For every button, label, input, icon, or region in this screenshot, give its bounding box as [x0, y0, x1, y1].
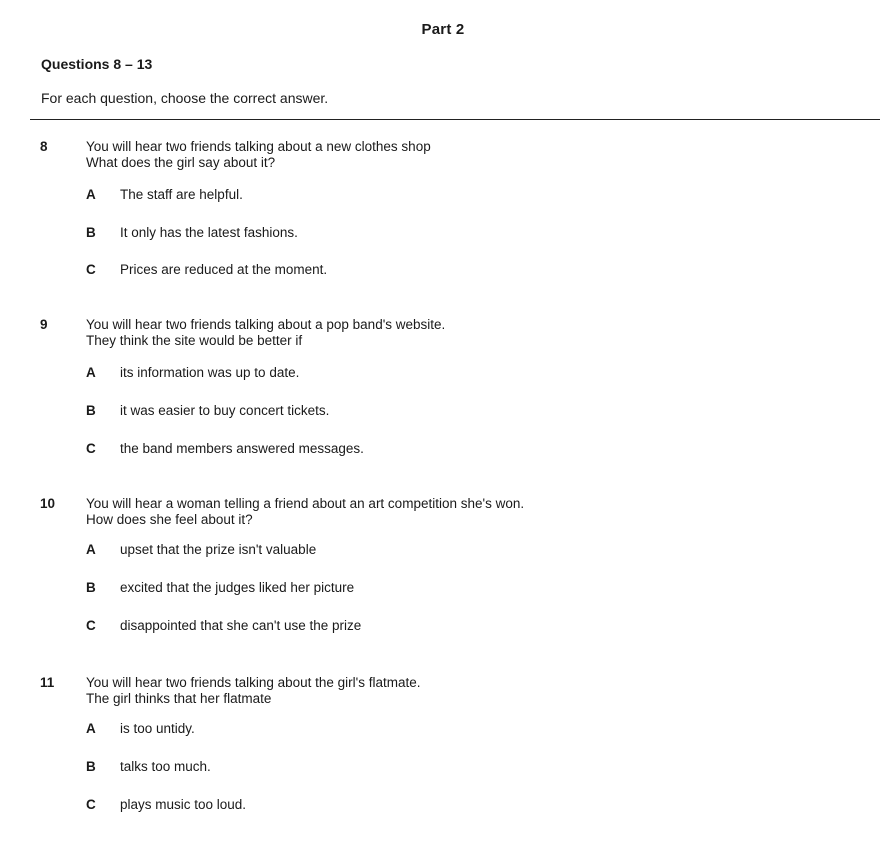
option-letter: B [86, 225, 96, 240]
questions-range-heading: Questions 8 – 13 [41, 56, 153, 72]
option-a[interactable] [86, 187, 243, 202]
option-letter: B [86, 759, 96, 774]
option-letter: A [86, 721, 96, 736]
option-text: Prices are reduced at the moment. [120, 262, 328, 277]
divider-line [30, 119, 880, 120]
option-c[interactable] [86, 618, 361, 633]
option-letter: C [86, 618, 96, 633]
option-a[interactable] [86, 365, 299, 380]
instruction-text: For each question, choose the correct answer. [41, 90, 329, 106]
option-b[interactable] [86, 403, 329, 418]
option-text: upset that the prize isn't valuable [120, 542, 317, 557]
question-prompt: You will hear two friends talking about a new clothes shop [86, 139, 431, 154]
question-number: 9 [40, 317, 48, 332]
option-c[interactable] [86, 262, 327, 277]
question-stem: The girl thinks that her flatmate [86, 691, 272, 706]
option-text: The staff are helpful. [120, 187, 243, 202]
question-stem: What does the girl say about it? [86, 155, 276, 170]
question-number: 10 [40, 496, 56, 511]
option-a[interactable] [86, 542, 316, 557]
option-b[interactable] [86, 225, 298, 240]
option-text: its information was up to date. [120, 365, 300, 380]
option-b[interactable] [86, 759, 211, 774]
option-letter: A [86, 187, 96, 202]
question-stem: How does she feel about it? [86, 512, 253, 527]
option-letter: A [86, 542, 96, 557]
option-text: the band members answered messages. [120, 441, 364, 456]
option-text: It only has the latest fashions. [120, 225, 298, 240]
option-text: plays music too loud. [120, 797, 247, 812]
option-letter: C [86, 441, 96, 456]
option-letter: C [86, 262, 96, 277]
option-letter: B [86, 580, 96, 595]
question-prompt: You will hear a woman telling a friend about an art competition she's won. [86, 496, 525, 511]
option-text: disappointed that she can't use the prize [120, 618, 362, 633]
question-prompt: You will hear two friends talking about the girl's flatmate. [86, 675, 421, 690]
option-b[interactable] [86, 580, 354, 595]
option-a[interactable] [86, 721, 195, 736]
part-title: Part 2 [421, 21, 465, 38]
option-c[interactable] [86, 441, 364, 456]
option-text: it was easier to buy concert tickets. [120, 403, 330, 418]
question-prompt: You will hear two friends talking about a pop band's website. [86, 317, 446, 332]
question-number: 11 [40, 675, 55, 690]
option-c[interactable] [86, 797, 246, 812]
option-text: excited that the judges liked her picture [120, 580, 355, 595]
option-letter: B [86, 403, 96, 418]
option-text: is too untidy. [120, 721, 195, 736]
option-letter: A [86, 365, 96, 380]
option-letter: C [86, 797, 96, 812]
question-number: 8 [40, 139, 48, 154]
question-stem: They think the site would be better if [86, 333, 303, 348]
option-text: talks too much. [120, 759, 211, 774]
